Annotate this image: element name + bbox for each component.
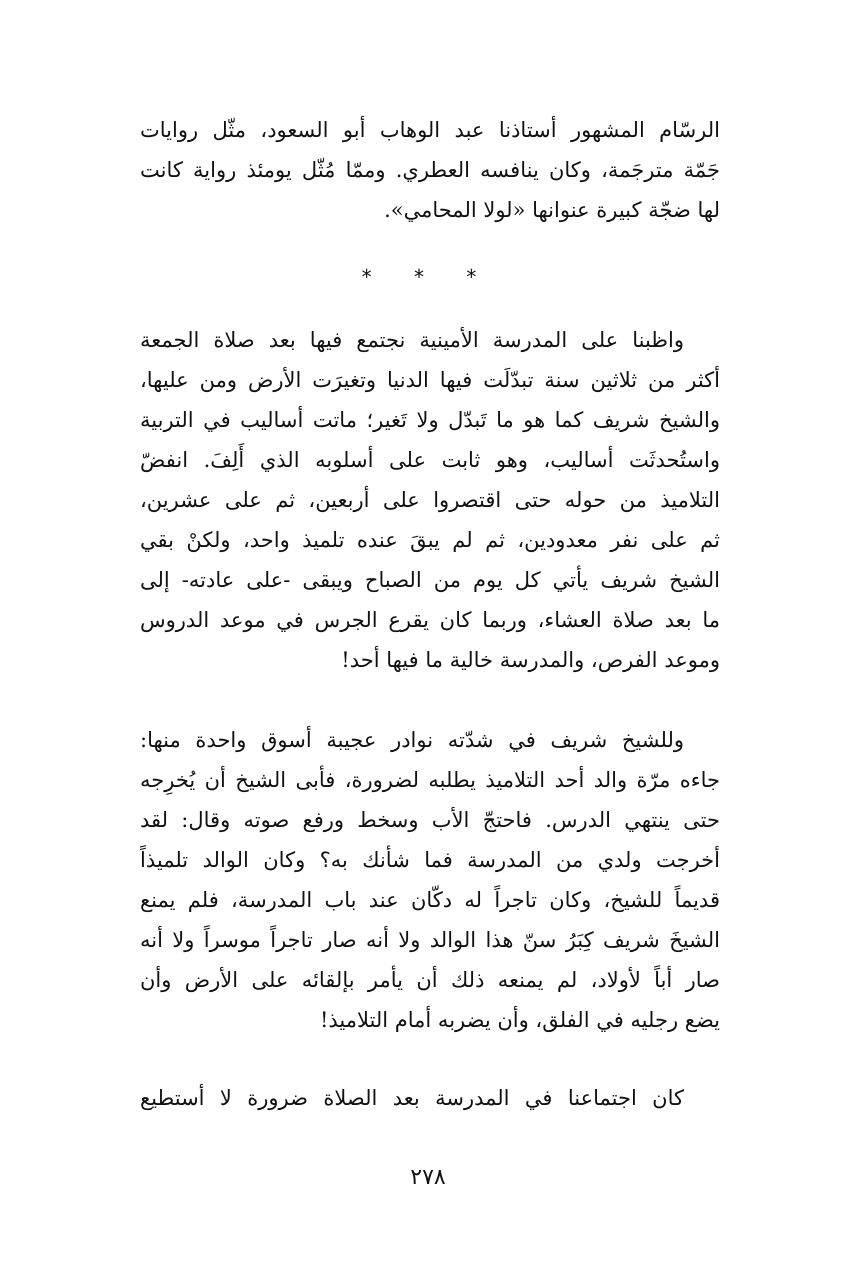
text-line: ما بعد صلاة العشاء، وربما كان يقرع الجرس في موعد الدروس bbox=[140, 608, 720, 632]
text-line: يضع رجليه في الفلق، وأن يضربه أمام التلاميذ! bbox=[319, 1008, 720, 1032]
paragraph-2 bbox=[140, 320, 720, 680]
paragraph-3 bbox=[140, 720, 720, 1040]
text-line: واستُحدثَت أساليب، وهو ثابت على أسلوبه الذي أَلِفَ. انفضّ bbox=[140, 448, 720, 472]
text-line: حتى ينتهي الدرس. فاحتجّ الأب وسخط ورفع صوته وقال: لقد bbox=[140, 808, 720, 832]
text-line: وللشيخ شريف في شدّته نوادر عجيبة أسوق واحدة منها: bbox=[140, 728, 684, 752]
text-line: لها ضجّة كبيرة عنوانها «لولا المحامي». bbox=[384, 198, 720, 222]
text-line: قديماً للشيخ، وكان تاجراً له دكّان عند باب المدرسة، فلم يمنع bbox=[140, 888, 720, 912]
text-line: أخرجت ولدي من المدرسة فما شأنك به؟ وكان الوالد تلميذاً bbox=[140, 848, 720, 872]
text-line: كان اجتماعنا في المدرسة بعد الصلاة ضرورة لا أستطيع bbox=[140, 1086, 684, 1110]
text-line: واظبنا على المدرسة الأمينية نجتمع فيها بعد صلاة الجمعة bbox=[140, 328, 684, 352]
text-line: ثم على نفر معدودين، ثم لم يبقَ عنده تلميذ واحد، ولكنْ بقي bbox=[140, 528, 720, 552]
text-line: الشيخ شريف يأتي كل يوم من الصباح ويبقى -على عادته- إلى bbox=[140, 568, 720, 592]
text-line: والشيخ شريف كما هو ما تَبدّل ولا تَغير؛ ماتت أساليب في التربية bbox=[140, 408, 720, 432]
text-line: وموعد الفرص، والمدرسة خالية ما فيها أحد! bbox=[341, 648, 720, 672]
text-line: جاءه مرّة والد أحد التلاميذ يطلبه لضرورة، فأبى الشيخ أن يُخرِجه bbox=[140, 768, 720, 792]
page-number: ٢٧٨ bbox=[410, 1165, 446, 1190]
text-line: التلاميذ من حوله حتى اقتصروا على أربعين، ثم على عشرين، bbox=[140, 488, 720, 512]
text-line: صار أباً لأولاد، لم يمنعه ذلك أن يأمر بإلقائه على الأرض وأن bbox=[140, 968, 720, 992]
paragraph-4 bbox=[140, 1078, 720, 1118]
text-line: جَمّة مترجَمة، وكان ينافسه العطري. وممّا مُثّل يومئذ رواية كانت bbox=[140, 158, 720, 182]
text-line: الرسّام المشهور أستاذنا عبد الوهاب أبو السعود، مثّل روايات bbox=[140, 118, 720, 142]
text-line: الشيخَ شريف كِبَرُ سنّ هذا الوالد ولا أنه صار تاجراً موسراً ولا أنه bbox=[140, 928, 720, 952]
text-line: أكثر من ثلاثين سنة تبدّلَت فيها الدنيا وتغيرَت الأرض ومن عليها، bbox=[140, 368, 720, 392]
section-separator: * * * bbox=[361, 265, 495, 289]
paragraph-1 bbox=[140, 110, 720, 230]
